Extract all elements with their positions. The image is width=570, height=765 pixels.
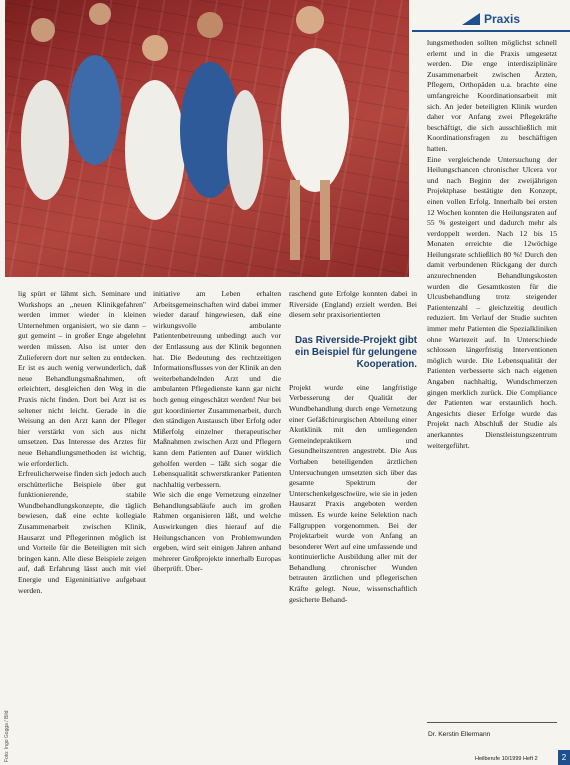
photo-credit: Foto: Ingo Gogga / Bild bbox=[4, 710, 10, 762]
header-rule bbox=[412, 30, 570, 32]
author-byline: Dr. Kerstin Ellermann bbox=[428, 731, 491, 738]
column-2-text: initiative am Leben erhalten Arbeitsgemeinschaften wird dabei immer wieder darauf hingewiesen, daß eine wirkungsvolle ambulante Patientenbetreuung unbedingt auch vor der Entlassung aus der Klinik begonnen hat. Die Bedeutung des rechtzeitigen Informationsflusses von der Klinik an den weiterbehandelnden Arzt und die ambulanten Pflegedienste kann gar nicht hoch genug eingeschätzt werden! Nur bei gut koordinierter Zusammenarbeit, durch den ständigen Austausch über Erfolg oder Mißerfolg einzelner therapeutischer Maßnahmen zwischen Arzt und Pflegern kann dem Patienten auf Dauer wirklich geholfen werden – läßt sich sogar die Lebensqualität schwerstkranker Patienten nachhaltig verbessern. Wie sich die enge Vernetzung einzelner Behandlungsabläufe auch im großen Rahmen organisieren läßt, und welche Auswirkungen dies hierauf auf die Heilungschancen von Problemwunden ergeben, wird seit einigen Jahren anhand mehrerer Großprojekte innerhalb Europas überprüft. Über- bbox=[153, 289, 282, 574]
doctors-running-photo bbox=[5, 0, 409, 277]
photo-people-silhouettes bbox=[5, 0, 409, 277]
section-title: Praxis bbox=[484, 12, 521, 26]
column-4-text: lungsmethoden sollten möglichst schnell erlernt und in die Praxis umgesetzt werden. Die enge interdisziplinäre Zusammenarbeit zwischen Ärzten, Pflegern, Orthopäden u.a. brachte eine umfangreiche Koordinationsarbeit mit sich. An jeder beteiligten Klinik wurden daher vor Anfang zwei Pflegekräfte beschäftigt, die sich ausschließlich mit Koordinationsfragen zu beschäftigen hatten. Eine vergleichende Untersuchung der Heilungschancen chronischer Ulcera vor und nach Beginn der zweijährigen Projektphase bestätigte den Konzept, einen vollen Erfolg. Innerhalb bei ersten 12 Wochen konnten die Heilungsraten auf 55 % gesteigert und dadurch mehr als verdoppelt werden. Nach 12 bis 15 Monaten erreichte die 12wöchige Heilungsrate schließlich 80 %! Durch den damit verbundenen Rückgang der durch anzurechnenden Behandlungskosten wurden die Gesamtkosten für die Ulcusbehandlung trotz steigender Patientenzahl – gleichzeitig deutlich reduziert. Im Verlauf der Studie suchten immer mehr Patienten die Spezialkliniken ohne Wartezeit auf. In Unterschiede schlossen längerfristig Interventionen möglich wurde. Die Lebensqualität der Patienten verbesserte sich nach eigenen Angaben nachhaltig, Wundschmerzen gingen merklich zurück. Die Compliance der Patienten war erstaunlich hoch. Angesichts dieser Erfolge wurde das Projekt nach Abschluß der Studie als anerkanntes Dienstleistungszentrum weitergeführt. bbox=[427, 38, 557, 450]
column-3-bottom-text: Projekt wurde eine langfristige Verbesserung der Qualität der Wundbehandlung durch enge Vernetzung einer Gefäßchirurgischen Abteilung einer Akutklinik mit den umliegenden Gemeindepraktikern und Gesundheitszentren angestrebt. Die Aus Vorhaben beteiligenden ärztlichen Untersuchungen umsetzten sich über das gesamte Spektrum der Unterschenkelgeschwüre, wie sie in jeden Hausarzt Praxis angeboten werden müssen. Es wurde keine Selektion nach Fallgruppen vorgenommen. Bei der Projektarbeit wurde von Anfang an besonderer Wert auf eine umfassende und kontinuierliche Ausbildung aller mit der Behandlung chronischer Wunden betrauten ärztlichen und pflegerischen Kräfte gelegt. Neue, wissenschaftlich gesicherte Behand- bbox=[289, 382, 417, 604]
column-1-text: lig spürt er lähmt sich. Seminare und Workshops an ,,neuen Klinikgefahren" werden immer wieder in kleinen Unternehmen organisiert, wo sie dann – gut gemeint – in großer Enge abgelehnt werden müssen. Also ist unter den Zulieferern dort nur selten zu entdecken. Er ist es auch wenig verwunderlich, daß neue Behandlungsmaßnahmen, oft erleichtert, desgleichen den Weg in die Praxis nicht finden. Dort bei Arzt ist es seltener nicht leicht. Gerade in die Weisung an den Arzt kann der Pfleger hier verstärkt von sich aus nicht umsetzen. Das Interesse des Arztes für neue Behandlungsmethoden ist wichtig, wie erforderlich. Erfreulicherweise finden sich jedoch auch erschütterliche Beispiele über gut funktionierende, stabile Wundbehandlungskonzepte, die täglich bewiesen, daß eine echte kollegiale Zusammenarbeit zwischen Klinik, Hausarzt und Pflegerinnen möglich ist und Vorteile für die Beteiligten mit sich bringen kann. Alle diese Beispiele zeigen auf, daß Erfahrung lässt auch mit viel Energie und Eigeninitiative aufgebaut werden. bbox=[18, 289, 146, 595]
section-logo-icon bbox=[462, 13, 480, 25]
article-column-4 bbox=[427, 38, 557, 451]
article-column-2 bbox=[153, 289, 281, 575]
article-column-1 bbox=[18, 289, 146, 596]
author-divider bbox=[427, 722, 557, 723]
page-number: 2 bbox=[558, 750, 570, 765]
column-3-top-text: raschend gute Erfolge konnten dabei in Riverside (England) erzielt werden. Bei diesem sehr praxisorientierten bbox=[289, 289, 417, 320]
article-column-3 bbox=[289, 289, 417, 605]
pull-quote: Das Riverside-Projekt gibt ein Beispiel für gelungene Kooperation. bbox=[295, 334, 417, 370]
journal-footer: Heilberufe 10/1999 Heft 2 bbox=[475, 756, 538, 762]
section-header bbox=[412, 10, 570, 30]
